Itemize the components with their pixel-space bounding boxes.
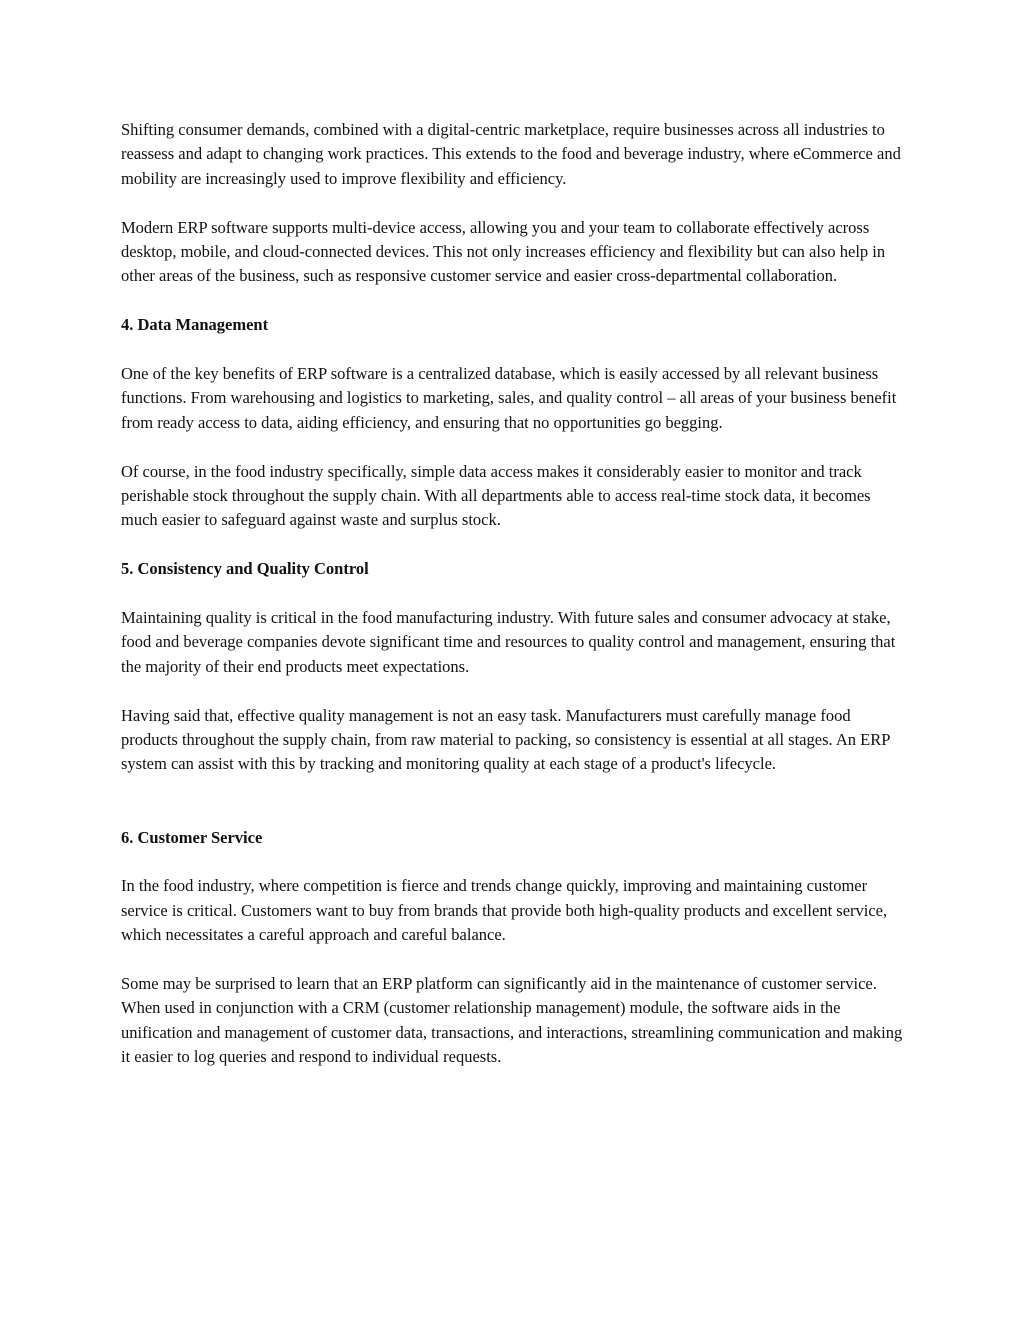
blank-line — [121, 801, 911, 825]
section-heading-data-management: 4. Data Management — [121, 315, 269, 335]
body-paragraph: One of the key benefits of ERP software is a centralized database, which is easily accessed by all relevant business functions. From warehousing and logistics to marketing, sales, and quality control – all areas of your business benefit from ready access to data, aiding efficiency, and ensuring that no opportunities go begging. — [121, 364, 897, 432]
section-heading-quality-control: 5. Consistency and Quality Control — [121, 559, 369, 579]
body-paragraph: Having said that, effective quality management is not an easy task. Manufacturers must carefully manage food products throughout the supply chain, from raw material to packing, so consistency is essential at all stages. An ERP system can assist with this by tracking and monitoring quality at each stage of a product's lifecycle. — [121, 705, 890, 774]
intro-paragraph: Shifting consumer demands, combined with a digital-centric marketplace, require businesses across all industries to reassess and adapt to changing work practices. This extends to the food and beverage industry, where eCommerce and mobility are increasingly used to improve flexibility and efficiency. — [121, 120, 901, 188]
section-heading-customer-service: 6. Customer Service — [121, 827, 263, 847]
body-paragraph: Of course, in the food industry specifically, simple data access makes it considerably easier to monitor and track perishable stock throughout the supply chain. With all departments able to access real-time stock data, it becomes much easier to safeguard against waste and surplus stock. — [121, 461, 871, 530]
body-paragraph: Some may be surprised to learn that an ERP platform can significantly aid in the maintenance of customer service. When used in conjunction with a CRM (customer relationship management) module, the software aids in the unification and management of customer data, transactions, and interactions, streamlining communication and making it easier to log queries and respond to individual requests. — [121, 974, 903, 1067]
body-paragraph: In the food industry, where competition is fierce and trends change quickly, improving and maintaining customer service is critical. Customers want to buy from brands that provide both high-quality products and excellent service, which necessitates a careful approach and careful balance. — [121, 876, 888, 945]
intro-paragraph: Modern ERP software supports multi-device access, allowing you and your team to collaborate effectively across desktop, mobile, and cloud-connected devices. This not only increases efficiency and flexibility but can also help in other areas of the business, such as responsive customer service and easier cross-departmental collaboration. — [121, 217, 886, 286]
body-paragraph: Maintaining quality is critical in the food manufacturing industry. With future sales and consumer advocacy at stake, food and beverage companies devote significant time and resources to quality control and management, ensuring that the majority of their end products meet expectations. — [121, 608, 896, 676]
document-page — [121, 118, 911, 1094]
